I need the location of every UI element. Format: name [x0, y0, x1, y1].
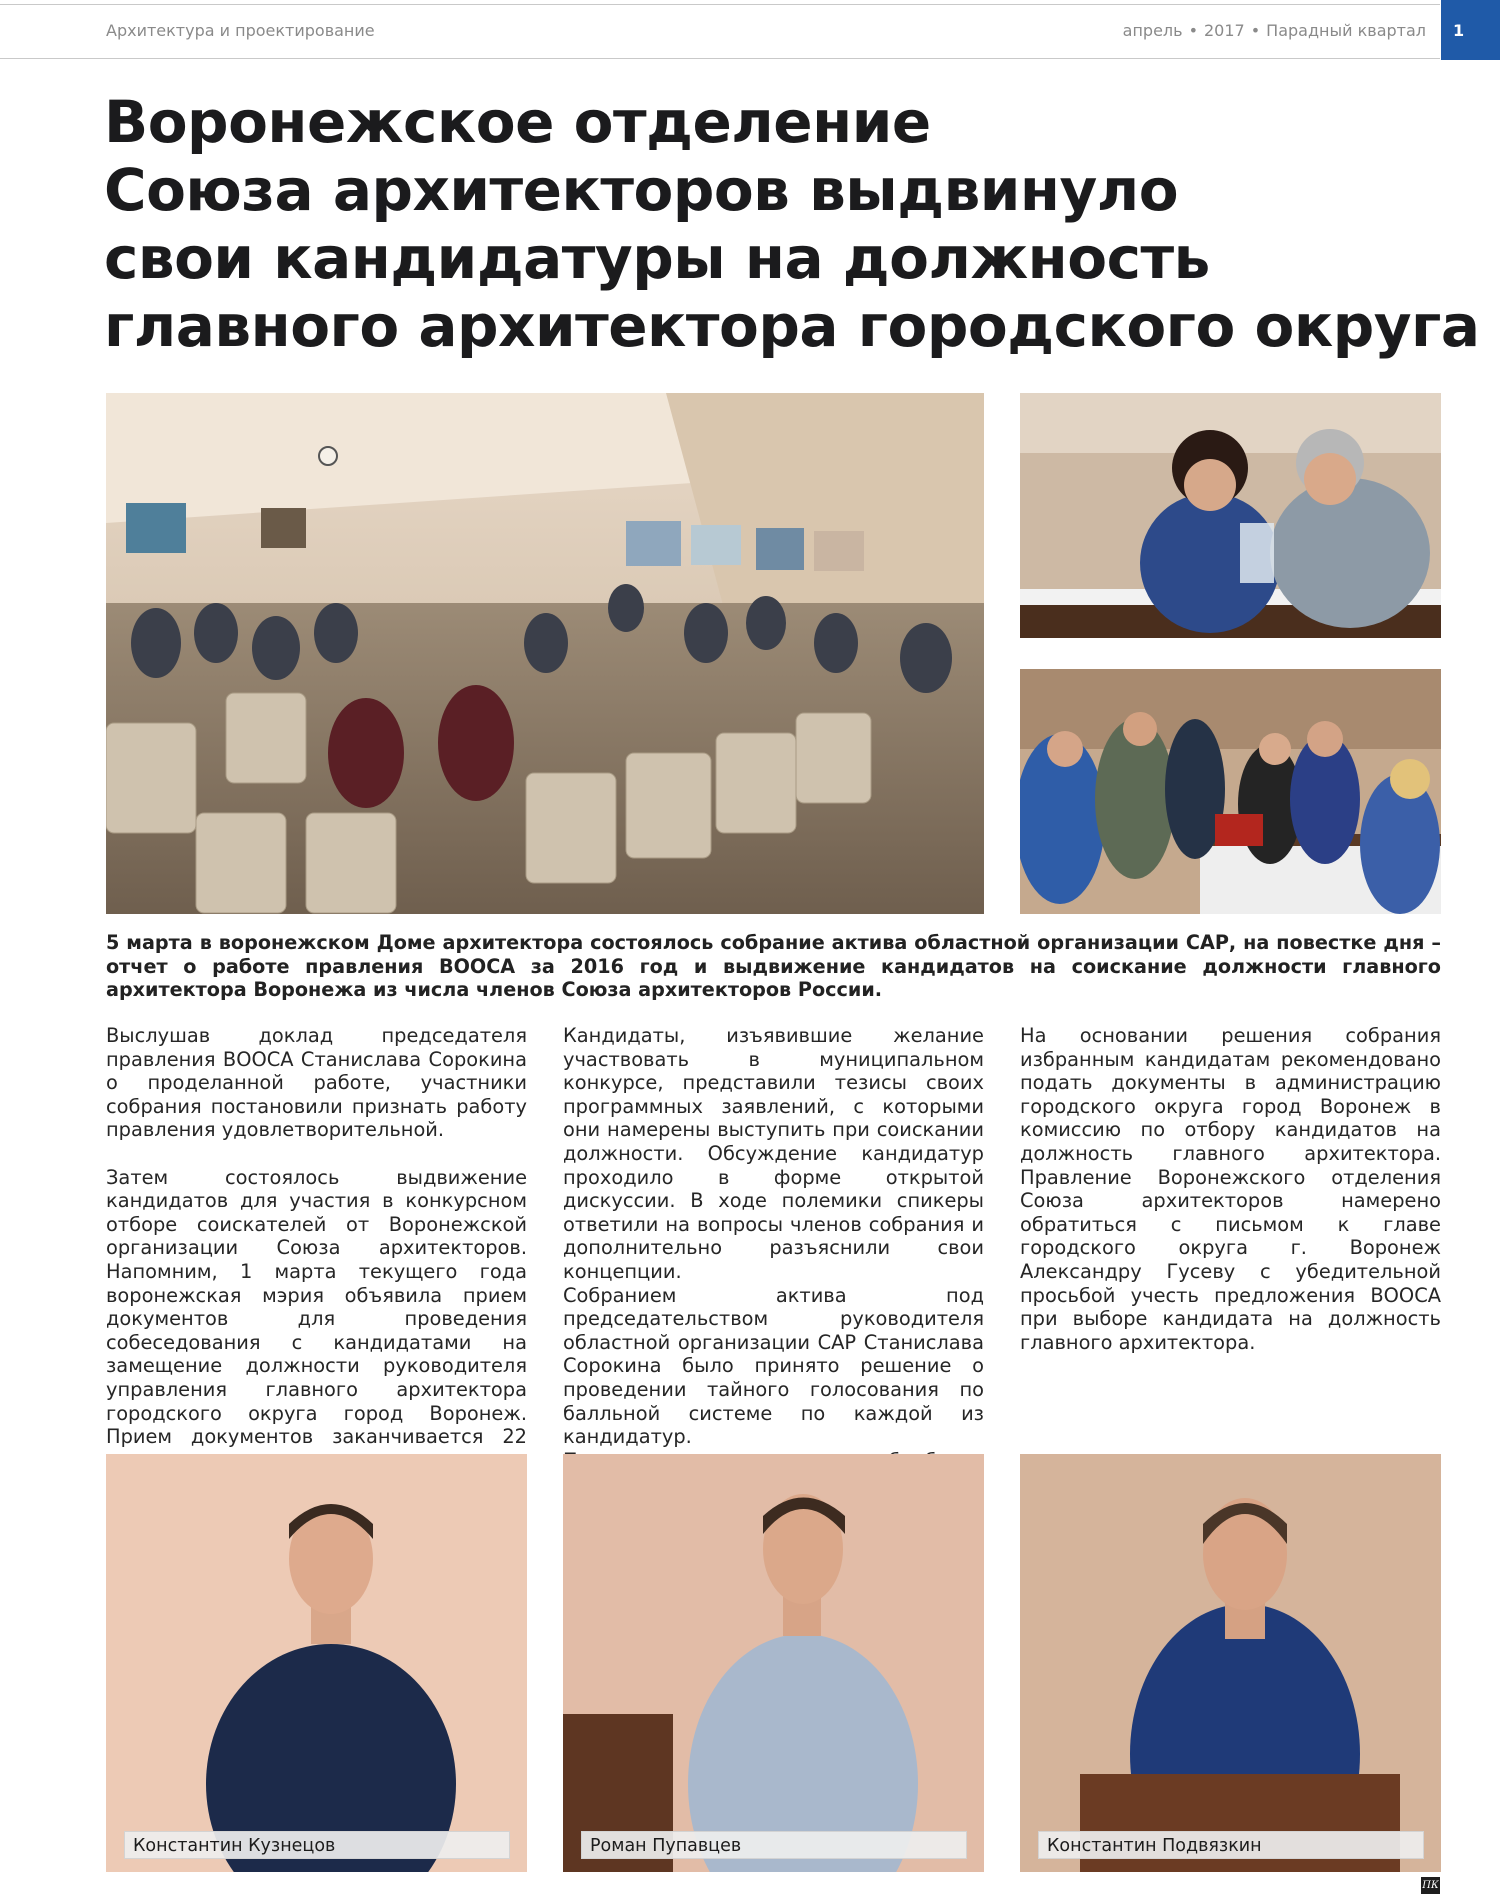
paragraph: Затем состоялось выдвижение кандидатов для участия в конкурсном отборе соискателей от Воронежской организации Союза архитекторов. Напомним, 1 марта текущего года воронежская мэрия объявила прием документов для проведения собеседования с кандидатами на замещение должности руководителя управления главного архитектора городского округа город Воронеж. Прием документов заканчивается 22	[106, 1165, 527, 1449]
assembly-hall-photo	[106, 393, 984, 914]
bullet-icon: •	[1188, 21, 1198, 40]
paragraph: Выслушав доклад председателя правления ВООСА Станислава Сорокина о проделанной работе, участники собрания постановили признать работу правления удовлетворительной.	[106, 1024, 527, 1142]
publication-name: Парадный квартал	[1266, 21, 1426, 40]
ballot-counting-photo	[1020, 669, 1441, 914]
candidate-portrait	[563, 1454, 984, 1872]
page-number-box	[1441, 0, 1500, 60]
candidate-name: Роман Пупавцев	[590, 1836, 742, 1856]
paragraph: Собранием актива под председательством руководителя областной организации САР Станислава Сорокина было принято решение о проведении тайного голосования по балльной системе по каждой из кандидатур.	[563, 1283, 984, 1449]
article-headline	[104, 88, 1480, 360]
section-title: Архитектура и проектирование	[106, 21, 375, 40]
page-number: 1	[1453, 21, 1465, 40]
issue-info	[1123, 21, 1426, 40]
issue-year: 2017	[1204, 21, 1245, 40]
candidate-name: Константин Кузнецов	[133, 1836, 336, 1856]
caption-bar	[581, 1831, 967, 1859]
caption-bar	[1038, 1831, 1424, 1859]
article-column-1	[106, 1024, 527, 1472]
candidate-portrait	[106, 1454, 527, 1872]
article-column-3	[1020, 1024, 1441, 1354]
issue-month: апрель	[1122, 21, 1183, 40]
paragraph: Кандидаты, изъявившие желание участвовать в муниципальном конкурсе, представили тезисы своих программных заявлений, с которыми они намерены выступить при соискании должности. Обсуждение кандидатур проходило в форме открытой дискуссии. В ходе полемики спикеры ответили на вопросы членов собрания и дополнительно разъяснили свои концепции.	[563, 1024, 984, 1283]
candidate-portrait	[1020, 1454, 1441, 1872]
headline-line: свои кандидатуры на должность	[104, 224, 1210, 292]
bullet-icon: •	[1250, 21, 1261, 40]
table-discussion-photo	[1020, 393, 1441, 638]
publisher-logo: ПК	[1421, 1877, 1440, 1894]
running-header	[0, 0, 1500, 60]
photo-caption: 5 марта в воронежском Доме архитектора состоялось собрание актива областной организации САР, на повестке дня – отчет о работе правления ВООСА за 2016 год и выдвижение кандидатов на соискание должности главного архитектора Воронежа из числа членов Союза архитекторов России.	[106, 931, 1441, 1001]
paragraph: На основании решения собрания избранным кандидатам рекомендовано подать документы в администрацию городского округа город Воронеж в комиссию по отбору кандидатов на должность главного архитектора. Правление Воронежского отделения Союза архитекторов намерено обратиться с письмом к главе городского округа г. Воронеж Александру Гусеву с убедительной просьбой учесть предложения ВООСА при выборе кандидата на должность главного архитектора.	[1020, 1024, 1441, 1354]
candidate-name: Константин Подвязкин	[1047, 1836, 1262, 1856]
headline-line: Союза архитекторов выдвинуло	[104, 156, 1179, 224]
header-top-rule	[0, 4, 1440, 5]
header-bottom-rule	[0, 58, 1440, 59]
caption-bar	[124, 1831, 510, 1859]
headline-line: Воронежское отделение	[104, 88, 931, 156]
headline-line: главного архитектора городского округа	[104, 292, 1480, 360]
